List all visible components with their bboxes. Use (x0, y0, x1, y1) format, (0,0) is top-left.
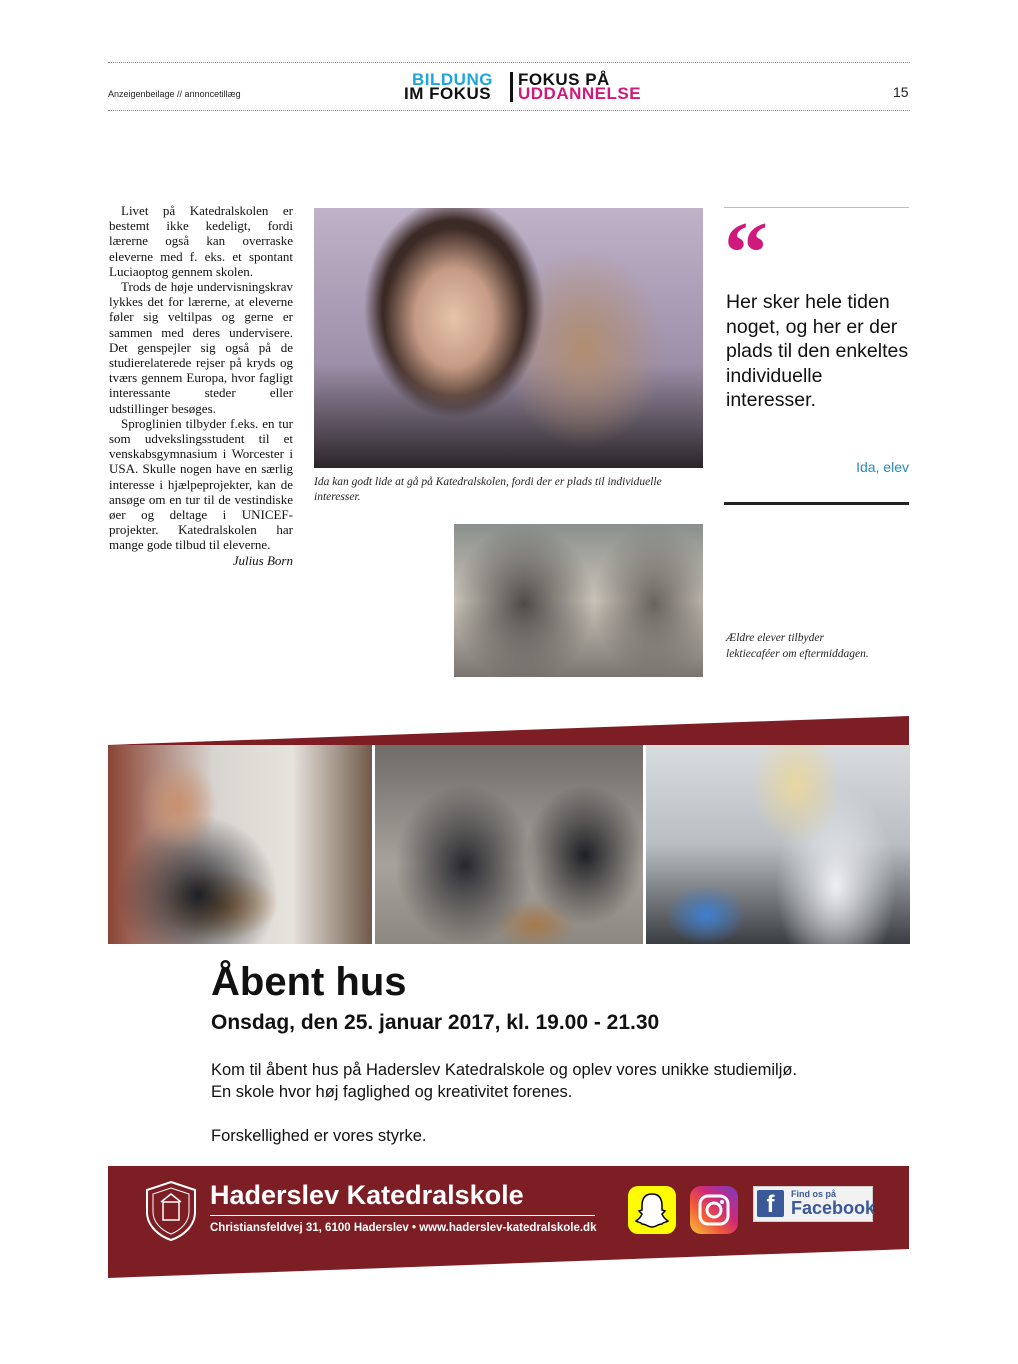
facebook-find-label: Find os på (791, 1189, 836, 1199)
ad-body-line: En skole hvor høj faglighed og kreativitet forenes. (211, 1083, 573, 1101)
school-address: Christiansfeldvej 31, 6100 Haderslev • www.haderslev-katedralskole.dk (210, 1222, 597, 1234)
facebook-button[interactable] (753, 1186, 876, 1222)
ad-title: Åbent hus (211, 960, 407, 1004)
photo-cafe-caption: Ældre elever tilbyder lektiecaféer om eftermiddagen. (726, 632, 869, 660)
logo-uddannelse: UDDANNELSE (518, 84, 642, 103)
school-crest-icon (143, 1180, 199, 1242)
ad-photo-lab (646, 745, 910, 944)
ad-photo-workshop (375, 745, 643, 944)
snapchat-ghost-icon (628, 1186, 676, 1234)
facebook-label: Facebook (791, 1198, 876, 1218)
school-name-rule (210, 1215, 595, 1216)
instagram-camera-icon (690, 1186, 738, 1234)
page-number: 15 (893, 84, 909, 100)
article-paragraph: Trods de høje undervisningskrav lykkes det for lærerne, at eleverne føler sig veltilpas og gerne er sammen med deres undervisere. Det genspejler sig også på de studierelaterede rejser på kryds og tværs gennem Europa, hvor fagligt interessante steder eller udstillinger besøges. (109, 279, 293, 416)
header-supplement-label: Anzeigenbeilage // annoncetillæg (108, 89, 241, 99)
pull-quote-text: Her sker hele tiden noget, og her er der plads til den enkeltes individuelle interesser. (726, 291, 909, 411)
logo-bildung: BILDUNG (412, 70, 493, 89)
photo-ida-caption: Ida kan godt lide at gå på Katedralskolen, fordi der er plads til individuelle interesser. (314, 476, 662, 503)
ad-photo-music (108, 745, 372, 944)
instagram-icon[interactable] (690, 1186, 738, 1234)
ad-body (211, 1059, 911, 1103)
article-author: Julius Born (232, 552, 293, 568)
article-paragraph: Livet på Katedralskolen er bestemt ikke kedeligt, fordi lærerne også kan overraske eleverne med f. eks. et spontant Luciaoptog gennem skolen. (109, 203, 293, 279)
ad-date: Onsdag, den 25. januar 2017, kl. 19.00 - 21.30 (211, 1011, 660, 1034)
quote-mark-icon: “ (724, 205, 768, 302)
ad-body-line: Kom til åbent hus på Haderslev Katedralskole og oplev vores unikke studiemiljø. (211, 1061, 798, 1079)
ad-slogan: Forskellighed er vores styrke. (211, 1127, 427, 1145)
school-name: Haderslev Katedralskole (210, 1180, 524, 1210)
article-paragraph-text: Sproglinien tilbyder f.eks. en tur som udvekslingsstudent til et venskabsgymnasium i Worcester i USA. Skulle nogen have en særlig interesse i hjælpeprojekter, kan de ansøge om en tur til de vestindiske øer og deltage i UNICEF-projekter. Katedralskolen har mange gode tilbud til eleverne. (109, 415, 293, 553)
pull-quote-author: Ida, elev (856, 459, 909, 475)
logo-im-fokus: IM FOKUS (404, 84, 492, 103)
facebook-f-icon: f (757, 1190, 784, 1217)
snapchat-icon[interactable] (628, 1186, 676, 1234)
logo-fokus-paa: FOKUS PÅ (518, 70, 610, 89)
